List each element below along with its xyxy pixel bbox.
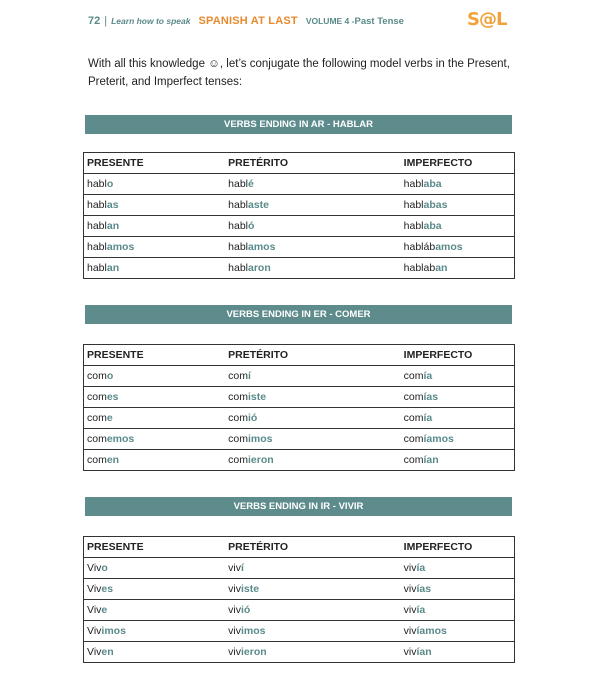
- conjugation-cell: [401, 600, 515, 621]
- table-header-row: [84, 345, 515, 366]
- conjugation-cell: [84, 429, 226, 450]
- verb-stem: viv: [403, 646, 417, 658]
- table-row: [84, 366, 515, 387]
- column-header: PRETÉRITO: [225, 153, 401, 174]
- conjugation-cell: [225, 195, 401, 216]
- verb-stem: com: [403, 433, 424, 445]
- table-row: [84, 621, 515, 642]
- table-row: [84, 450, 515, 471]
- verb-ending: o: [106, 178, 114, 190]
- verb-ending: ían: [416, 646, 432, 658]
- verb-ending: en: [101, 646, 114, 658]
- table-row: [84, 600, 515, 621]
- verb-stem: habl: [403, 178, 424, 190]
- column-header: PRETÉRITO: [225, 345, 401, 366]
- conjugation-cell: [401, 174, 515, 195]
- table-row: [84, 387, 515, 408]
- verb-stem: com: [228, 454, 248, 466]
- volume-subtitle: Past Tense: [354, 16, 404, 27]
- verb-ending: o: [101, 562, 108, 574]
- verb-stem: Viv: [87, 583, 102, 595]
- verb-ending: en: [106, 454, 120, 466]
- conjugation-cell: [225, 558, 401, 579]
- table-header-row: [84, 153, 515, 174]
- verb-stem: com: [228, 433, 248, 445]
- verb-ending: ieron: [247, 454, 274, 466]
- conjugation-cell: [401, 237, 515, 258]
- table-row: [84, 174, 515, 195]
- verb-stem: Viv: [87, 646, 102, 658]
- verb-stem: viv: [228, 646, 241, 658]
- verb-ending: amos: [106, 241, 135, 253]
- verb-table-er: [83, 344, 515, 471]
- verb-ending: emos: [106, 433, 135, 445]
- conjugation-cell: [84, 258, 226, 279]
- verb-ending: o: [106, 370, 114, 382]
- conjugation-cell: [84, 216, 226, 237]
- table-row: [84, 216, 515, 237]
- verb-stem: com: [87, 412, 107, 424]
- conjugation-cell: [84, 558, 226, 579]
- header-separator: |: [104, 15, 108, 27]
- section-banner-ir: VERBS ENDING IN IR - VIVIR: [85, 497, 512, 516]
- table-header-row: [84, 537, 515, 558]
- conjugation-cell: [401, 579, 515, 600]
- table-row: [84, 237, 515, 258]
- verb-stem: viv: [403, 562, 417, 574]
- verb-stem: viv: [228, 604, 241, 616]
- verb-stem: viv: [403, 583, 417, 595]
- verb-ending: an: [435, 262, 448, 274]
- verb-stem: habláb: [403, 241, 436, 253]
- verb-ending: es: [106, 391, 119, 403]
- verb-stem: habl: [87, 262, 107, 274]
- volume-label: VOLUME 4 -: [305, 16, 355, 26]
- verb-ending: íamos: [416, 625, 447, 637]
- conjugation-cell: [225, 408, 401, 429]
- conjugation-cell: [401, 366, 515, 387]
- verb-ending: an: [106, 262, 120, 274]
- verb-ending: amos: [435, 241, 463, 253]
- conjugation-cell: [84, 387, 226, 408]
- conjugation-cell: [225, 621, 401, 642]
- verb-ending: ía: [423, 412, 433, 424]
- verb-ending: ías: [416, 583, 432, 595]
- conjugation-cell: [225, 387, 401, 408]
- verb-stem: viv: [228, 562, 241, 574]
- verb-stem: habl: [228, 199, 248, 211]
- conjugation-cell: [401, 450, 515, 471]
- table-row: [84, 642, 515, 663]
- section-banner-ar: VERBS ENDING IN AR - HABLAR: [85, 115, 512, 134]
- verb-stem: viv: [403, 625, 417, 637]
- verb-ending: iste: [240, 583, 260, 595]
- conjugation-cell: [401, 408, 515, 429]
- verb-ending: imos: [240, 625, 266, 637]
- conjugation-cell: [225, 174, 401, 195]
- verb-ending: ía: [416, 562, 426, 574]
- verb-ending: es: [101, 583, 114, 595]
- verb-table-ir: [83, 536, 515, 663]
- verb-ending: e: [101, 604, 108, 616]
- verb-ending: abas: [423, 199, 448, 211]
- verb-ending: imos: [247, 433, 273, 445]
- conjugation-cell: [84, 237, 226, 258]
- verb-stem: Viv: [87, 604, 102, 616]
- verb-ending: aron: [248, 262, 271, 274]
- verb-stem: habl: [403, 199, 424, 211]
- conjugation-cell: [84, 195, 226, 216]
- conjugation-cell: [84, 174, 226, 195]
- table-row: [84, 558, 515, 579]
- conjugation-cell: [401, 642, 515, 663]
- verb-ending: ía: [416, 604, 426, 616]
- verb-stem: com: [87, 391, 107, 403]
- verb-ending: ías: [423, 391, 439, 403]
- verb-ending: ía: [423, 370, 433, 382]
- verb-ending: e: [106, 412, 113, 424]
- table-row: [84, 258, 515, 279]
- verb-ending: iste: [247, 391, 267, 403]
- verb-stem: com: [403, 454, 424, 466]
- conjugation-cell: [225, 579, 401, 600]
- conjugation-cell: [401, 429, 515, 450]
- verb-ending: í: [240, 562, 244, 574]
- conjugation-cell: [225, 237, 401, 258]
- verb-stem: habl: [87, 241, 107, 253]
- verb-stem: com: [87, 433, 107, 445]
- series-title: SPANISH AT LAST: [198, 15, 298, 27]
- verb-ending: amos: [248, 241, 276, 253]
- column-header: PRESENTE: [84, 345, 226, 366]
- verb-stem: habl: [228, 262, 248, 274]
- table-row: [84, 579, 515, 600]
- conjugation-cell: [401, 216, 515, 237]
- verb-ending: an: [106, 220, 120, 232]
- column-header: IMPERFECTO: [401, 345, 515, 366]
- verb-stem: com: [403, 370, 424, 382]
- verb-stem: viv: [228, 625, 241, 637]
- column-header: PRESENTE: [84, 537, 226, 558]
- verb-table-ar: [83, 152, 515, 279]
- verb-stem: viv: [228, 583, 241, 595]
- conjugation-cell: [401, 558, 515, 579]
- table-row: [84, 429, 515, 450]
- verb-stem: com: [87, 370, 107, 382]
- column-header: IMPERFECTO: [401, 153, 515, 174]
- conjugation-cell: [225, 216, 401, 237]
- conjugation-cell: [225, 642, 401, 663]
- verb-stem: com: [228, 370, 248, 382]
- verb-ending: íamos: [423, 433, 454, 445]
- verb-stem: hablab: [403, 262, 436, 274]
- section-banner-er: VERBS ENDING IN ER - COMER: [85, 305, 512, 324]
- verb-ending: ían: [423, 454, 439, 466]
- header-tagline: Learn how to speak: [111, 16, 191, 26]
- verb-stem: Viv: [87, 625, 102, 637]
- verb-stem: Viv: [87, 562, 102, 574]
- verb-stem: com: [403, 391, 424, 403]
- table-row: [84, 195, 515, 216]
- verb-ending: aba: [423, 178, 442, 190]
- verb-stem: habl: [228, 220, 248, 232]
- verb-stem: habl: [228, 241, 248, 253]
- conjugation-cell: [84, 408, 226, 429]
- conjugation-cell: [225, 450, 401, 471]
- verb-ending: í: [247, 370, 251, 382]
- intro-paragraph: With all this knowledge ☺, let’s conjugate the following model verbs in the Present, Preterit, and Imperfect tenses:: [88, 58, 510, 88]
- verb-stem: habl: [228, 178, 248, 190]
- table-row: [84, 408, 515, 429]
- verb-ending: é: [248, 178, 254, 190]
- conjugation-cell: [225, 366, 401, 387]
- verb-ending: imos: [101, 625, 126, 637]
- verb-ending: aste: [248, 199, 270, 211]
- verb-ending: ió: [247, 412, 258, 424]
- conjugation-cell: [84, 450, 226, 471]
- column-header: PRETÉRITO: [225, 537, 401, 558]
- conjugation-cell: [84, 366, 226, 387]
- verb-ending: as: [106, 199, 119, 211]
- conjugation-cell: [225, 258, 401, 279]
- verb-stem: com: [403, 412, 424, 424]
- conjugation-cell: [225, 429, 401, 450]
- conjugation-cell: [84, 579, 226, 600]
- verb-stem: com: [228, 412, 248, 424]
- conjugation-cell: [84, 642, 226, 663]
- verb-stem: habl: [403, 220, 424, 232]
- verb-stem: habl: [87, 220, 107, 232]
- verb-ending: ó: [248, 220, 255, 232]
- verb-ending: ieron: [240, 646, 267, 658]
- column-header: IMPERFECTO: [401, 537, 515, 558]
- conjugation-cell: [401, 621, 515, 642]
- page-header: [88, 15, 404, 37]
- conjugation-cell: [401, 258, 515, 279]
- verb-ending: aba: [423, 220, 442, 232]
- verb-stem: com: [87, 454, 107, 466]
- conjugation-cell: [225, 600, 401, 621]
- column-header: PRESENTE: [84, 153, 226, 174]
- verb-stem: com: [228, 391, 248, 403]
- verb-stem: viv: [403, 604, 417, 616]
- sal-logo-icon: S@L: [467, 9, 507, 30]
- page-number: 72: [88, 15, 101, 27]
- verb-stem: habl: [87, 199, 107, 211]
- conjugation-cell: [84, 621, 226, 642]
- conjugation-cell: [401, 195, 515, 216]
- verb-ending: ió: [240, 604, 251, 616]
- conjugation-cell: [84, 600, 226, 621]
- verb-stem: habl: [87, 178, 107, 190]
- conjugation-cell: [401, 387, 515, 408]
